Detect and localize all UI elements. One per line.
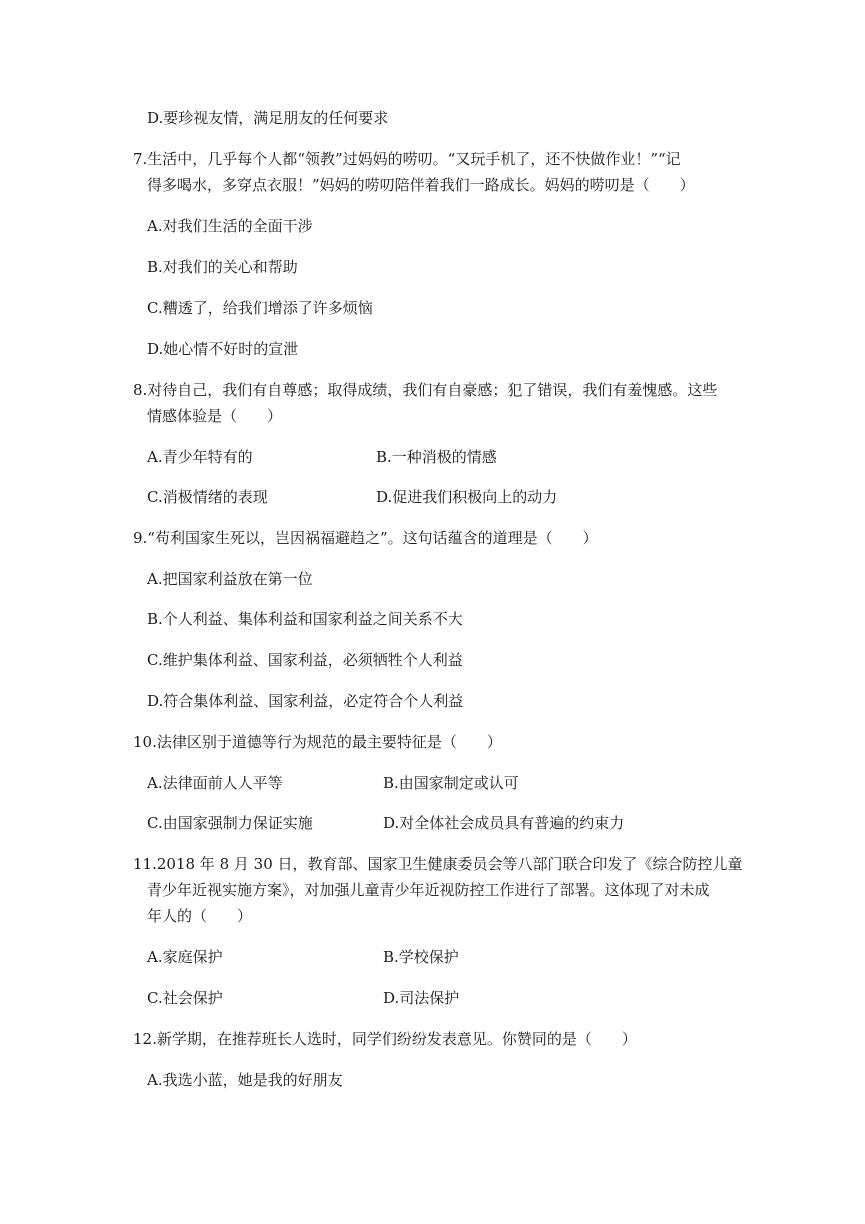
q8-option-c: C.消极情绪的表现 <box>147 488 268 506</box>
q9-option-a: A.把国家利益放在第一位 <box>147 570 313 588</box>
q9-option-d: D.符合集体利益、国家利益，必定符合个人利益 <box>147 692 464 710</box>
q10-option-b: B.由国家制定或认可 <box>383 774 519 792</box>
q8-stem-line2: 情感体验是（ ） <box>147 407 283 425</box>
q10-option-d: D.对全体社会成员具有普遍的约束力 <box>383 814 625 832</box>
q11-option-b: B.学校保护 <box>383 948 459 966</box>
q8-option-b: B.一种消极的情感 <box>376 448 497 466</box>
q7-option-c: C.糟透了，给我们增添了许多烦恼 <box>147 299 373 317</box>
q7-option-d: D.她心情不好时的宣泄 <box>147 340 299 358</box>
q10-option-c: C.由国家强制力保证实施 <box>147 814 313 832</box>
q6-option-d: D.要珍视友情，满足朋友的任何要求 <box>147 109 389 127</box>
q11-option-d: D.司法保护 <box>383 989 460 1007</box>
q11-option-a: A.家庭保护 <box>147 948 223 966</box>
q7-option-a: A.对我们生活的全面干涉 <box>147 217 313 235</box>
q8-option-d: D.促进我们积极向上的动力 <box>376 488 558 506</box>
q12-stem: 12.新学期，在推荐班长人选时，同学们纷纷发表意见。你赞同的是（ ） <box>133 1030 637 1048</box>
q8-stem-line1: 8.对待自己，我们有自尊感；取得成绩，我们有自豪感；犯了错误，我们有羞愧感。这些 <box>133 381 718 399</box>
q9-option-c: C.维护集体利益、国家利益，必须牺牲个人利益 <box>147 651 463 669</box>
q9-option-b: B.个人利益、集体利益和国家利益之间关系不大 <box>147 610 463 628</box>
q7-stem-line1: 7.生活中，几乎每个人都“领教”过妈妈的唠叨。“又玩手机了，还不快做作业！”“记 <box>133 150 681 168</box>
q11-stem-line2: 青少年近视实施方案》，对加强儿童青少年近视防控工作进行了部署。这体现了对未成 <box>147 881 710 899</box>
q9-stem: 9.“苟利国家生死以，岂因祸福避趋之”。这句话蕴含的道理是（ ） <box>133 529 598 547</box>
q8-option-a: A.青少年特有的 <box>147 448 253 466</box>
q10-stem: 10.法律区别于道德等行为规范的最主要特征是（ ） <box>133 733 502 751</box>
q7-stem-line2: 得多喝水，多穿点衣服！”妈妈的唠叨陪伴着我们一路成长。妈妈的唠叨是（ ） <box>147 176 695 194</box>
q7-option-b: B.对我们的关心和帮助 <box>147 258 298 276</box>
q10-option-a: A.法律面前人人平等 <box>147 774 283 792</box>
q12-option-a: A.我选小蓝，她是我的好朋友 <box>147 1071 343 1089</box>
q11-option-c: C.社会保护 <box>147 989 223 1007</box>
q11-stem-line3: 年人的（ ） <box>147 907 253 925</box>
q11-stem-line1: 11.2018 年 8 月 30 日，教育部、国家卫生健康委员会等八部门联合印发了《综合防控儿童 <box>133 855 743 873</box>
